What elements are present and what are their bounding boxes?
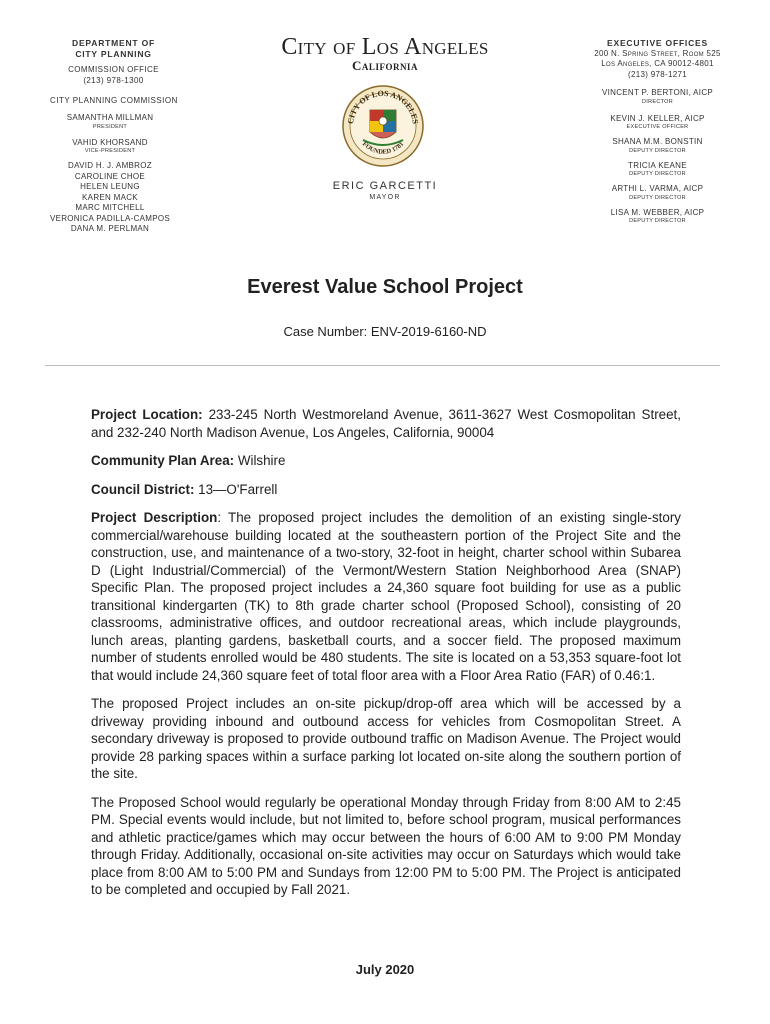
seal-bottom-text: FOUNDED 1781 [360,140,406,156]
project-description-value: : The proposed project includes the demolition of an existing single-story commercial/warehouse building located at the southeastern portion of the Project Site and the construction, use, and maintenance of a two-story, 32-foot in height, charter school within Subarea D (Light Industrial/Commercial) of the Vermont/Western Station Neighborhood Area (SNAP) Specific Plan. The proposed project includes a 24,360 square foot building for use as a public transitional kindergarten (TK) to 8th grade charter school (Proposed School), consisting of 20 classrooms, administrative offices, and outdoor recreational areas, which include playgrounds, lunch areas, planting gardens, basketball courts, and a soccer field. The proposed maximum number of students enrolled would be 480 students. The site is located on a 53,353 square-foot lot that would include 24,360 square feet of total floor area with a Floor Area Ratio (FAR) of 0.46:1. [91,510,682,683]
member-name: HELEN LEUNG [80,182,140,191]
commission-office: COMMISSION OFFICE [68,65,159,74]
department-line-2: CITY PLANNING [75,48,152,59]
mayor-block [240,180,530,201]
executive-offices-block [580,38,735,225]
staff-name: SHANA M.M. BONSTIN [612,137,703,146]
page-title: Everest Value School Project [247,276,523,298]
staff-name: VINCENT P. BERTONI, AICP [601,88,714,97]
staff-role: DIRECTOR [641,98,674,105]
staff-role: DEPUTY DIRECTOR [629,218,686,224]
city-name: City of Los Angeles [281,34,489,60]
commission-list [40,113,180,235]
president-name: SAMANTHA MILLMAN [66,113,154,122]
staff-name: TRICIA KEANE [628,160,687,170]
staff-name: KEVIN J. KELLER, AICP [610,113,705,123]
project-location [91,406,681,441]
mayor-title: MAYOR [369,194,401,201]
city-header [240,34,530,74]
council-district-label: Council District: [91,481,195,497]
paragraph-access: The proposed Project includes an on-site pickup/drop-off area which will be accessed by a driveway providing inbound and outbound access for vehicles from Cosmopolitan Street. A secondary driveway is proposed to provide outbound traffic on Madison Avenue. The Project would provide 28 parking spaces within a surface parking lot located on-site along the southern portion of the site. [91,696,681,781]
staff-role: EXECUTIVE OFFICER [626,124,689,130]
community-plan-value: Wilshire [234,453,286,468]
executive-offices-title: EXECUTIVE OFFICES [607,38,708,48]
council-district-value: 13—O'Farrell [194,481,278,497]
vp-name: VAHID KHORSAND [72,137,148,147]
project-location-label: Project Location: [91,407,203,422]
member-name: CAROLINE CHOE [74,171,146,181]
case-number: Case Number: ENV-2019-6160-ND [283,324,487,339]
member-name: DANA M. PERLMAN [70,224,150,233]
community-plan-area [91,452,681,470]
seal-top-text: CITY OF LOS ANGELES [346,88,420,125]
divider [45,365,720,366]
executive-phone: (213) 978-1271 [628,69,687,79]
document-date: July 2020 [355,962,415,977]
department-line-1: DEPARTMENT OF [72,38,155,48]
staff-name: ARTHI L. VARMA, AICP [611,184,704,193]
department-block [36,38,191,86]
project-location-value: 233-245 North Westmoreland Avenue, 3611-3627 West Cosmopolitan Street, and 232-240 North Madison Avenue, Los Angeles, California, 90004 [91,407,681,440]
staff-name: LISA M. WEBBER, AICP [610,207,705,217]
staff-role: DEPUTY DIRECTOR [629,171,686,177]
paragraph-operations: The Proposed School would regularly be operational Monday through Friday from 8:00 AM to 2:45 PM. Special events would include, but not limited to, before school program, musical performances and athletic practice/games which may occur between the hours of 6:00 AM to 9:00 PM Monday through Friday. Additionally, occasional on-site activities may occur on Saturdays which would take place from 8:00 AM to 5:00 PM and Sundays from 12:00 PM to 5:00 PM. The Project is anticipated to be completed and occupied by Fall 2021. [91,794,681,897]
project-description [91,509,681,684]
document-body [91,406,681,910]
city-seal-icon [341,84,425,168]
staff-role: DEPUTY DIRECTOR [629,147,686,154]
project-description-label: Project Description [91,510,218,525]
state-name: California [352,58,418,73]
staff-role: DEPUTY DIRECTOR [629,194,686,201]
council-district [91,481,681,499]
commission-title: CITY PLANNING COMMISSION [50,96,178,105]
member-name: MARC MITCHELL [75,203,145,212]
mayor-name: ERIC GARCETTI [332,180,438,192]
member-name: KAREN MACK [82,192,138,202]
member-name: VERONICA PADILLA-CAMPOS [49,213,171,223]
president-role: PRESIDENT [92,123,128,130]
vp-role: VICE-PRESIDENT [84,148,136,154]
community-plan-label: Community Plan Area: [91,453,235,468]
member-name: DAVID H. J. AMBROZ [68,161,152,170]
address-line-1: 200 N. Spring Street, Room 525 [594,48,721,58]
address-line-2: Los Angeles, CA 90012-4801 [601,59,714,68]
commission-phone: (213) 978-1300 [83,75,144,85]
